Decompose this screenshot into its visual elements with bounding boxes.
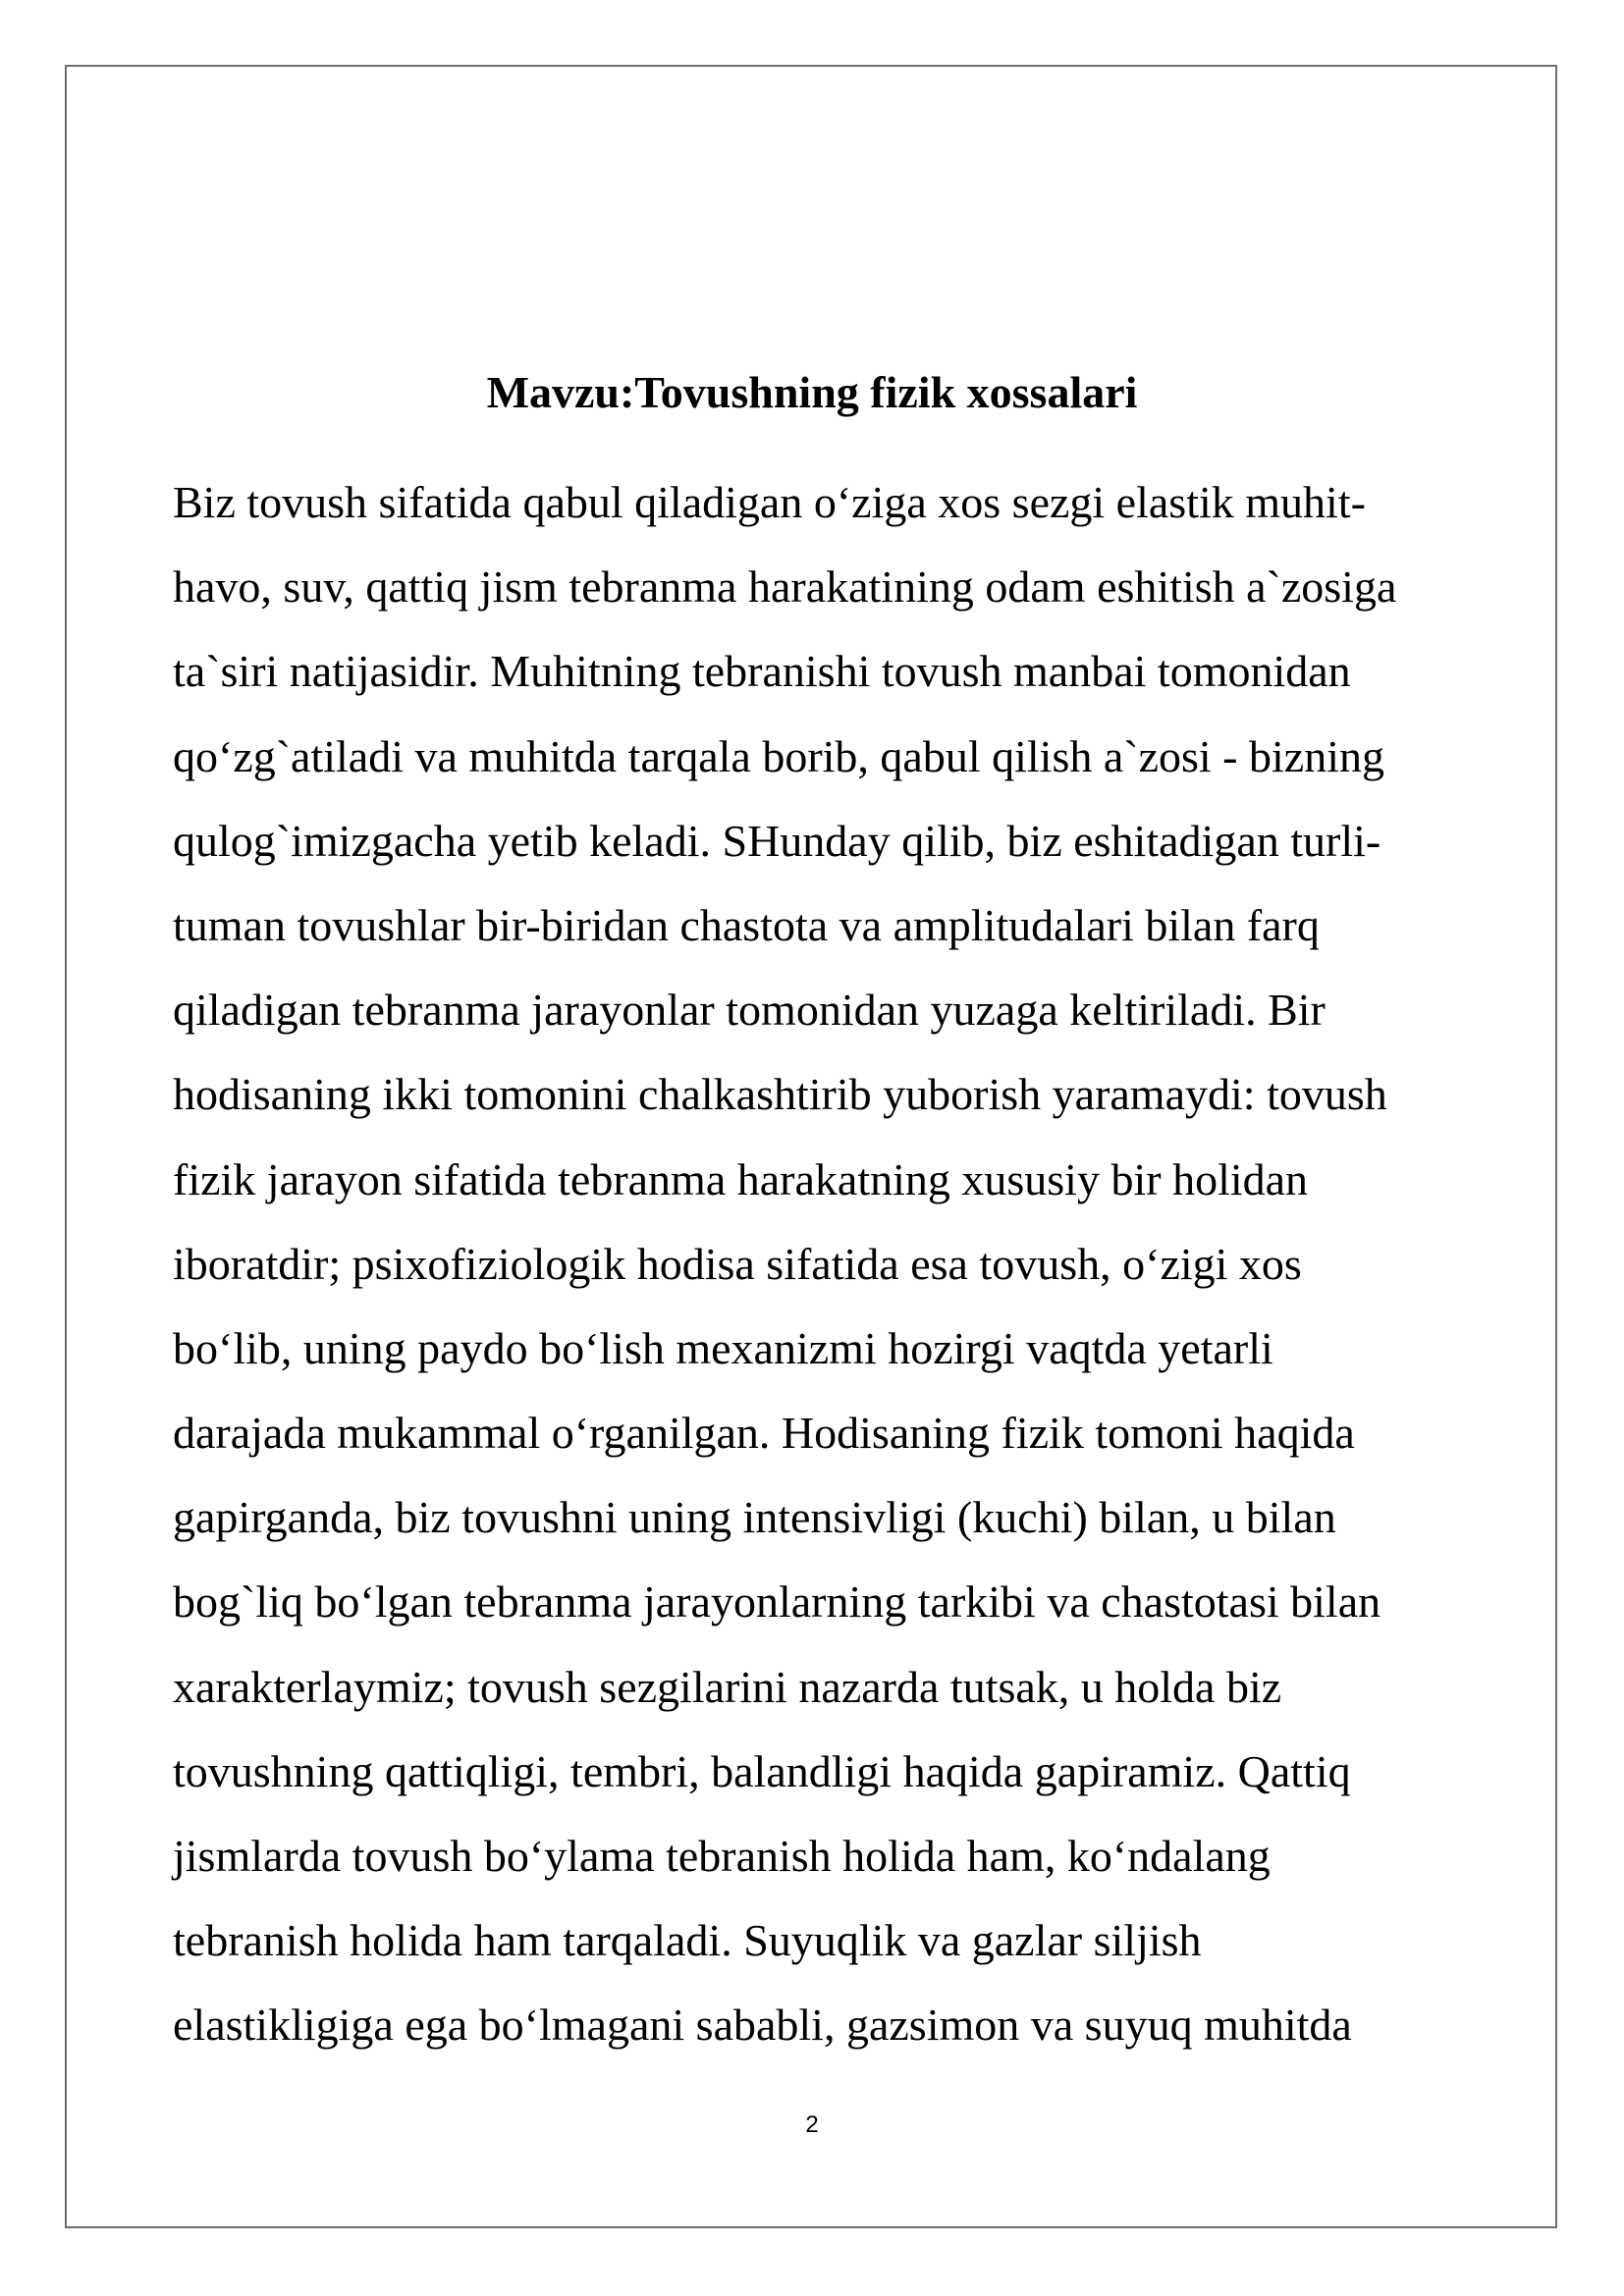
page-number: 2 xyxy=(805,2111,819,2138)
text-line: bo‘lib, uning paydo bo‘lish mexanizmi hozirgi vaqtda yetarli xyxy=(173,1322,1273,1373)
text-line: havo, suv, qattiq jism tebranma harakatining odam eshitish a`zosiga xyxy=(173,561,1397,613)
text-line: fizik jarayon sifatida tebranma harakatning xususiy bir holidan xyxy=(173,1153,1309,1204)
body-paragraph xyxy=(173,473,1508,2081)
text-line: darajada mukammal o‘rganilgan. Hodisaning fizik tomoni haqida xyxy=(173,1408,1355,1459)
text-line: tovushning qattiqligi, tembri, balandligi haqida gapiramiz. Qattiq xyxy=(173,1745,1351,1796)
text-line: tuman tovushlar bir-biridan chastota va amplitudalari bilan farq xyxy=(173,899,1320,950)
text-line: xarakterlaymiz; tovush sezgilarini nazarda tutsak, u holda biz xyxy=(173,1661,1282,1712)
text-line: jismlarda tovush bo‘ylama tebranish holida ham, ko‘ndalang xyxy=(173,1831,1271,1881)
text-line: ta`siri natijasidir. Muhitning tebranishi tovush manbai tomonidan xyxy=(173,646,1351,697)
text-line: qo‘zg`atiladi va muhitda tarqala borib, qabul qilish a`zosi - bizning xyxy=(173,730,1384,781)
page-title: Mavzu:Tovushning fizik xossalari xyxy=(486,367,1138,417)
text-line: elastikligiga ega bo‘lmagani sababli, gazsimon va suyuq muhitda xyxy=(173,2000,1352,2051)
text-line: Biz tovush sifatida qabul qiladigan o‘ziga xos sezgi elastik muhit- xyxy=(173,477,1366,527)
text-line: tebranish holida ham tarqaladi. Suyuqlik va gazlar siljish xyxy=(173,1915,1202,1966)
text-line: qulog`imizgacha yetib keladi. SHunday qilib, biz eshitadigan turli- xyxy=(173,815,1381,866)
text-line: iboratdir; psixofiziologik hodisa sifatida esa tovush, o‘zigi xos xyxy=(173,1238,1302,1289)
text-line: bog`liq bo‘lgan tebranma jarayonlarning tarkibi va chastotasi bilan xyxy=(173,1576,1381,1628)
text-line: gapirganda, biz tovushni uning intensivligi (kuchi) bilan, u bilan xyxy=(173,1492,1336,1543)
text-line: qiladigan tebranma jarayonlar tomonidan yuzaga keltiriladi. Bir xyxy=(173,985,1326,1036)
text-line: hodisaning ikki tomonini chalkashtirib yuborish yaramaydi: tovush xyxy=(173,1069,1387,1120)
